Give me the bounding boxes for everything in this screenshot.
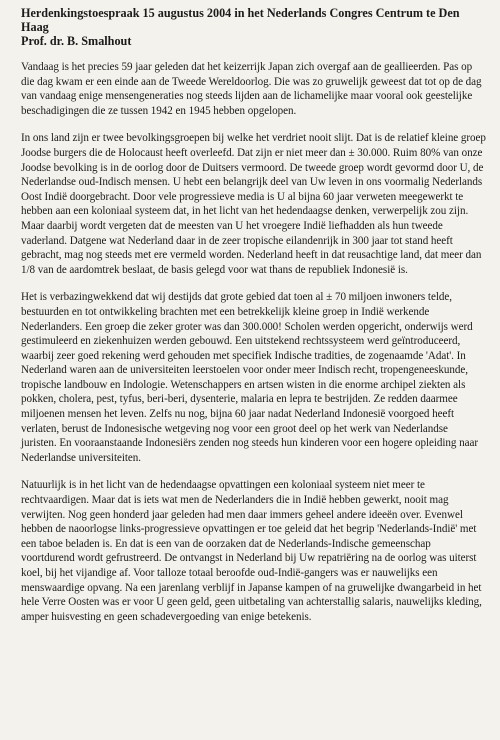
paragraph-2: In ons land zijn er twee bevolkingsgroepen bij welke het verdriet nooit slijt. Dat is de relatief kleine groep Joodse burgers die de Holocaust heeft overleefd. Dat zijn er niet meer dan ± 30.000. Ruim 80% van onze Joodse bevolking is in de oorlog door de Duitsers vermoord. De tweede groep wordt gevormd door U, de Nederlandse oud-Indisch mensen. U hebt een belangrijk deel van Uw leven in ons voormalig Nederlands Oost Indië doorgebracht. Door vele progressieve media is U al bijna 60 jaar verweten meegewerkt te hebben aan een koloniaal systeem dat, in het licht van het hedendaagse denken, verwerpelijk zou zijn. Maar daarbij wordt vergeten dat de meesten van U het vroegere Indië liefhadden als hun tweede vaderland. Datgene wat Nederland daar in de zeer tropische eilandenrijk in 300 jaar tot stand heeft gebracht, mag nog steeds met ere vermeld worden. Nederland heeft in dat reusachtige land, dat meer dan 1/8 van de aardomtrek beslaat, de basis gelegd voor wat thans de republiek Indonesië is. [21,132,486,276]
paragraph-4: Natuurlijk is in het licht van de hedendaagse opvattingen een koloniaal systeem niet meer te rechtvaardigen. Maar dat is iets wat men de Nederlanders die in Indië hebben gewerkt, nooit mag verwijten. Nog geen honderd jaar geleden had men daar immers geheel andere ideeën over. Evenwel hebben de naoorlogse links-progressieve opvattingen er toe geleid dat het begrip 'Nederlands-Indië' met een taboe beladen is. En dat is een van de oorzaken dat de Nederlands-Indische gemeenschap voortdurend wordt gefrustreerd. De ontvangst in Nederland bij Uw repatriëring na de oorlog was uiterst koel, bij het vijandige af. Voor talloze totaal beroofde oud-Indië-gangers was er nauwelijks een menswaardige opvang. Na een jarenlang verblijf in Japanse kampen of na gruwelijke dwangarbeid in het hele Verre Oosten was er voor U geen geld, geen uitbetaling van achterstallig salaris, nauwelijks kleding, amper huisvesting en geen schadevergoeding van enige betekenis. [21,479,482,623]
paragraph-1: Vandaag is het precies 59 jaar geleden dat het keizerrijk Japan zich overgaf aan de geallieerden. Pas op die dag kwam er een einde aan de Tweede Wereldoorlog. Die was zo gruwelijk geweest dat tot op de dag van vandaag enige mensengeneraties nog steeds lijden aan de lichamelijke maar vooral ook geestelijke beschadigingen die ze tussen 1942 en 1945 hebben opgelopen. [21,61,482,117]
document-title: Herdenkingstoespraak 15 augustus 2004 in het Nederlands Congres Centrum te Den Haag [21,6,460,34]
document-author: Prof. dr. B. Smalhout [21,34,132,48]
paragraph-3: Het is verbazingwekkend dat wij destijds dat grote gebied dat toen al ± 70 miljoen inwoners telde, bestuurden en tot ontwikkeling brachten met een betrekkelijk kleine groep in Indië werkende Nederlanders. Een groep die zeker groter was dan 300.000! Scholen werden opgericht, onderwijs werd gestimuleerd en ziekenhuizen werden gebouwd. Een uitstekend rechtssysteem werd geïntroduceerd, waarbij zeer goed rekening werd gehouden met specifiek Indische tradities, de zogenaamde 'Adat'. In Nederland waren aan de universiteiten leerstoelen voor onder meer Indisch recht, tropengeneeskunde, tropische landbouw en Indologie. Wetenschappers en artsen wisten in die enorme archipel ziekten als pokken, cholera, pest, tyfus, beri-beri, dysenterie, malaria en lepra te bestrijden. Ze redden daarmee miljoenen mensen het leven. Zelfs nu nog, bijna 60 jaar nadat Nederland Indonesië voorgoed heeft verlaten, berust de Indonesische wetgeving nog voor een groot deel op het werk van Nederlandse juristen. En vooraanstaande Indonesiërs zenden nog steeds hun kinderen voor een hogere opleiding naar Nederlandse universiteiten. [21,291,479,464]
